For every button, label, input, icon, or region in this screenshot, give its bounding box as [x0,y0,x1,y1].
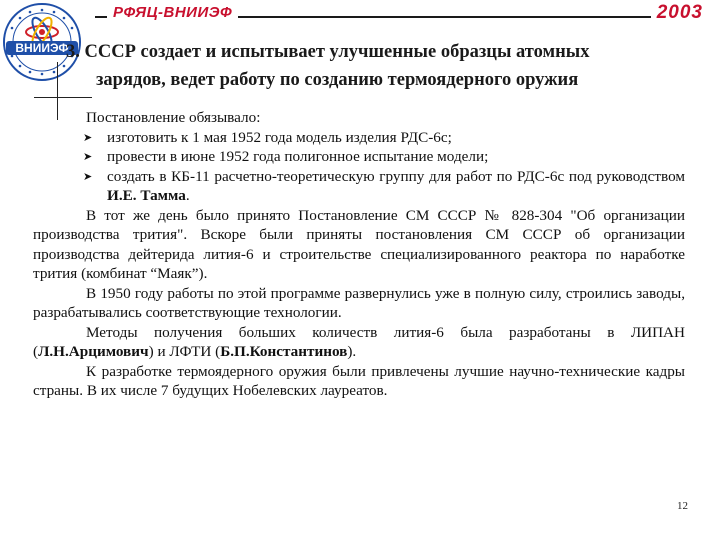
paragraph-tritium: В тот же день было принято Постановление СМ СССР № 828-304 "Об организации производства трития". Вскоре были приняты постановления СМ СССР об организации производства дейтерида лития-6 и строительстве специализированного реактора по наработке трития (комбинат “Маяк”). [33,206,685,282]
crosshair-horizontal-line [34,97,92,98]
bullet-text: изготовить к 1 мая 1952 года модель изделия РДС-6с; [107,128,452,146]
paragraph-1950: В 1950 году работы по этой программе развернулись уже в полную силу, строились заводы, разрабатывались соответствующие технологии. [33,284,685,321]
arrowhead-bullet-icon: ➤ [83,130,93,144]
text-segment: ). [347,343,357,360]
arrowhead-bullet-icon: ➤ [83,169,93,183]
bullet-text: провести в июне 1952 года полигонное испытание модели; [107,148,489,165]
person-name: Б.П.Константинов [220,343,348,360]
bullet-text [107,167,685,206]
person-name: И.Е. Тамма [107,187,186,204]
bullet-item [33,147,685,167]
bullet-text-main: создать в КБ-11 расчетно-теоретическую группу для работ по РДС-6с под руководством [107,167,685,185]
header-bar [95,2,705,23]
slide-title [66,38,711,94]
org-label: РФЯЦ-ВНИИЭФ [107,4,238,21]
logo-text: ВНИИЭФ [15,41,69,55]
bullet-item [33,167,685,206]
title-line-2: зарядов, ведет работу по созданию термоядерного оружия [96,70,579,90]
title-line-1: 3. СССР создает и испытывает улучшенные образцы атомных [66,42,590,62]
lead-text: Постановление обязывало: [86,109,261,126]
page-number: 12 [677,500,688,512]
slide-body [33,108,685,401]
arrowhead-bullet-icon: ➤ [83,150,93,163]
year-label: 2003 [651,2,705,24]
person-name: Л.Н.Арцимович [38,343,149,360]
paragraph-personnel: К разработке термоядерного оружия были привлечены лучшие научно-технические кадры страны. В их числе 7 будущих Нобелевских лауреатов. [33,362,685,399]
bullet-item [33,128,685,148]
text-segment: ) и ЛФТИ ( [148,343,221,360]
paragraph-lithium [33,323,685,362]
bullet-text-tail: . [185,187,190,204]
text-segment: Методы получения больших количеств лития-6 была разработаны в ЛИПАН ( [33,323,685,360]
